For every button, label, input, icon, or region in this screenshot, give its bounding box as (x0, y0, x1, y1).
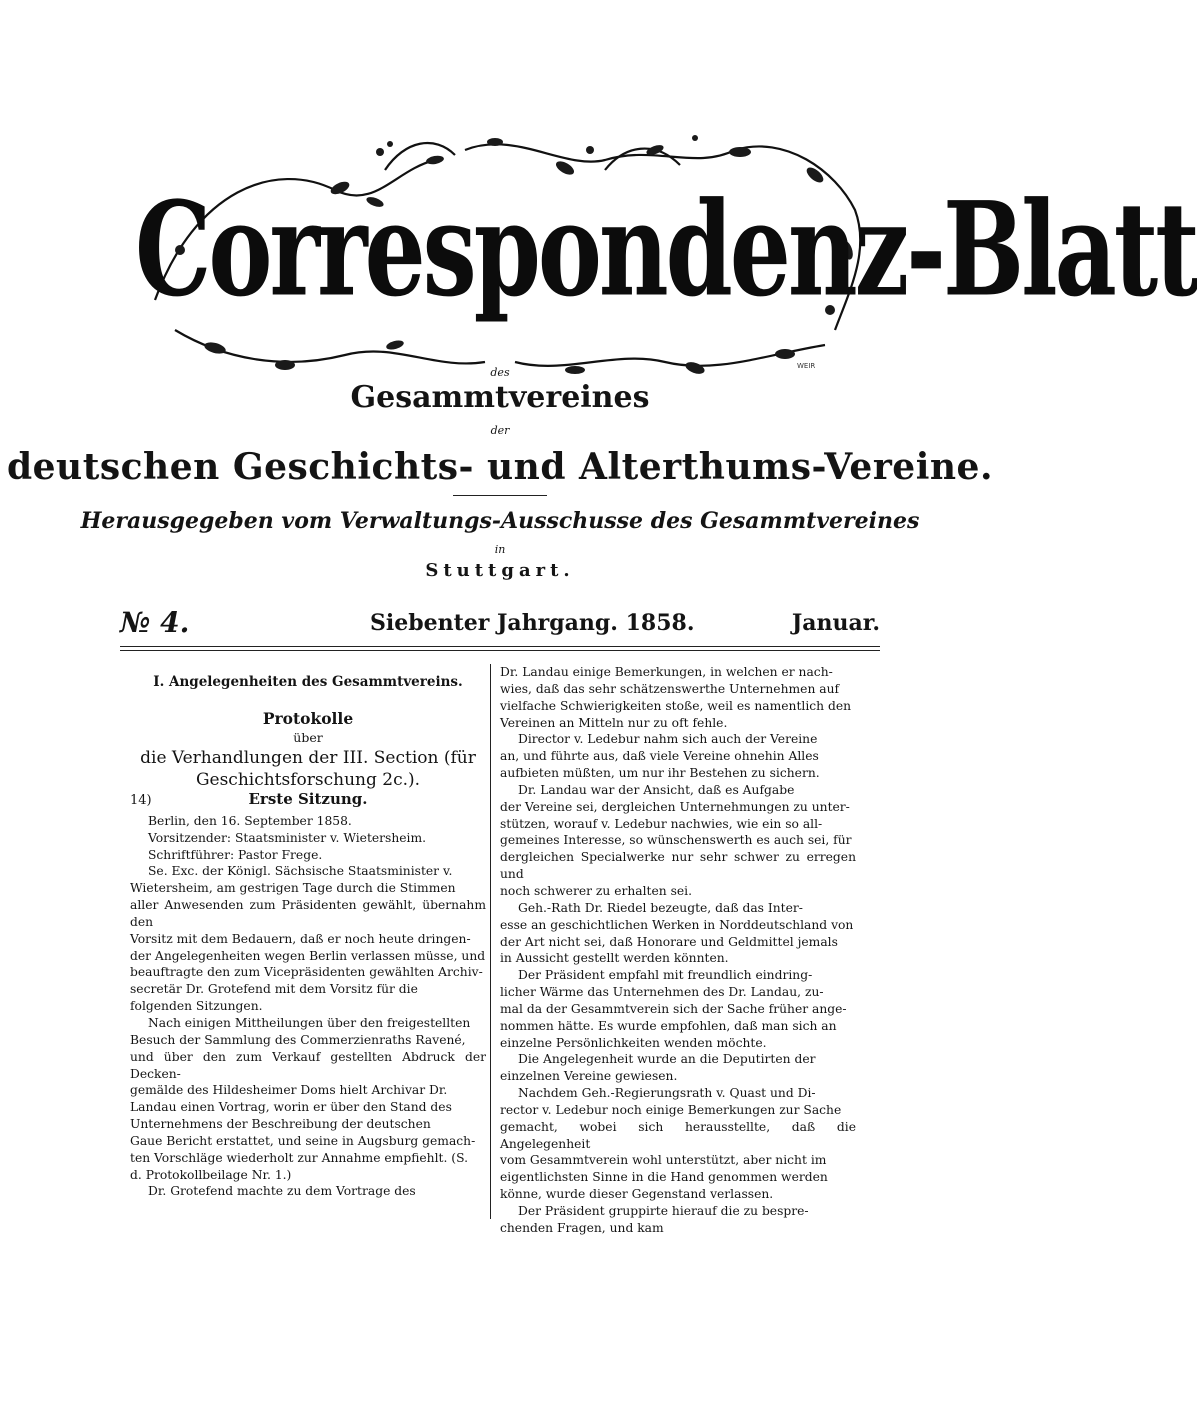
text-line: Die Angelegenheit wurde an die Deputirten der (518, 1052, 816, 1067)
text-line: Nach einigen Mittheilungen über den freigestellten (148, 1015, 471, 1030)
text-line: vom Gesammtverein wohl unterstützt, aber nicht im (500, 1153, 827, 1168)
session-title: Erste Sitzung. (248, 789, 368, 808)
text-line: der Art nicht sei, daß Honorare und Geldmittel jemals (500, 934, 838, 949)
text-line: Vereinen an Mitteln nur zu oft fehle. (500, 715, 728, 730)
text-line: gemeines Interesse, so wünschenswerth es auch sei, für (500, 833, 852, 848)
text-line: vielfache Schwierigkeiten stoße, weil es namentlich den (500, 698, 852, 713)
chair-line: Vorsitzender: Staatsminister v. Wietersheim. (148, 830, 427, 845)
protocol-subject-1: die Verhandlungen der III. Section (für (140, 747, 476, 768)
header-in: in (494, 543, 506, 556)
paragraph (500, 731, 856, 782)
text-line: dergleichen Specialwerke nur sehr schwer zu erregen und (500, 850, 856, 882)
text-line: licher Wärme das Unternehmen des Dr. Landau, zu- (500, 985, 824, 1000)
paragraph (130, 1183, 486, 1200)
masthead-title: Correspondenz-Blatt (135, 173, 1197, 326)
protocol-ueber: über (293, 729, 323, 745)
text-line: aufbieten müßten, um nur ihr Bestehen zu sichern. (500, 766, 820, 781)
text-line: stützen, worauf v. Ledebur nachwies, wie ein so all- (500, 816, 823, 831)
header-line2: deutschen Geschichts- und Alterthums-Vereine. (6, 446, 993, 488)
text-line: Der Präsident gruppirte hierauf die zu bespre- (518, 1204, 809, 1218)
header-city: Stuttgart. (425, 560, 575, 581)
header-des: des (490, 366, 510, 379)
paragraph (500, 1203, 856, 1237)
paragraph (500, 1085, 856, 1203)
text-line: Der Präsident empfahl mit freundlich eindring- (518, 968, 813, 983)
issue-number: № 4. (120, 606, 190, 639)
short-divider (453, 495, 547, 496)
text-line: wies, daß das sehr schätzenswerthe Unternehmen auf (500, 681, 840, 696)
header-der: der (490, 424, 510, 437)
place-date: Berlin, den 16. September 1858. (148, 813, 352, 828)
text-line: folgenden Sitzungen. (130, 999, 263, 1014)
issue-line (120, 606, 880, 642)
text-line: könne, wurde dieser Gegenstand verlassen. (500, 1187, 774, 1202)
paragraph (500, 900, 856, 967)
text-line: Unternehmens der Beschreibung der deutschen (130, 1117, 431, 1132)
text-line: aller Anwesenden zum Präsidenten gewählt, übernahm den (130, 898, 486, 929)
text-line: Geh.-Rath Dr. Riedel bezeugte, daß das Inter- (518, 900, 803, 915)
paragraph (500, 967, 856, 1051)
double-rule (120, 646, 880, 654)
text-line: Landau einen Vortrag, worin er über den Stand des (130, 1100, 452, 1115)
text-line: und über den zum Verkauf gestellten Abdruck der Decken- (130, 1049, 486, 1081)
text-line: d. Protokollbeilage Nr. 1.) (130, 1167, 292, 1182)
text-line: rector v. Ledebur noch einige Bemerkungen zur Sache (500, 1102, 842, 1117)
text-line: nommen hätte. Es wurde empfohlen, daß man sich an (500, 1018, 837, 1033)
text-line: secretär Dr. Grotefend mit dem Vorsitz für die (130, 982, 418, 997)
text-line: Dr. Landau einige Bemerkungen, in welchen er nach- (500, 665, 833, 679)
text-line: gemälde des Hildesheimer Doms hielt Archivar Dr. (130, 1083, 448, 1098)
left-column (130, 664, 486, 1200)
text-line: Nachdem Geh.-Regierungsrath v. Quast und Di- (518, 1086, 816, 1101)
paragraph (500, 1051, 856, 1085)
text-line: noch schwerer zu erhalten sei. (500, 883, 693, 898)
secretary-line: Schriftführer: Pastor Frege. (148, 847, 323, 862)
text-line: einzelne Persönlichkeiten wenden möchte. (500, 1035, 767, 1050)
text-line: Director v. Ledebur nahm sich auch der Vereine (518, 732, 818, 747)
engraver-signature: WEIR (797, 362, 816, 370)
text-line: der Angelegenheiten wegen Berlin verlassen müsse, und (130, 948, 486, 963)
text-line: Gaue Bericht erstattet, und seine in Augsburg gemach- (130, 1133, 476, 1148)
paragraph (500, 664, 856, 731)
paragraph (130, 863, 486, 1015)
right-column (500, 664, 856, 1237)
header-line1: Gesammtvereines (350, 380, 650, 415)
session-number: 14) (130, 792, 152, 808)
text-line: in Aussicht gestellt werden könnten. (500, 951, 729, 966)
text-line: mal da der Gesammtverein sich der Sache früher ange- (500, 1001, 847, 1016)
session-heading (130, 791, 486, 813)
text-line: einzelnen Vereine gewiesen. (500, 1069, 678, 1084)
issue-volume: Siebenter Jahrgang. 1858. (370, 610, 695, 636)
text-line: der Vereine sei, dergleichen Unternehmungen zu unter- (500, 799, 850, 814)
text-line: ten Vorschläge wiederholt zur Annahme empfiehlt. (S. (130, 1150, 468, 1165)
header-line3: Herausgegeben vom Verwaltungs-Ausschusse des Gesammtvereines (80, 508, 920, 534)
text-line: Dr. Grotefend machte zu dem Vortrage des (148, 1184, 416, 1199)
text-line: Vorsitz mit dem Bedauern, daß er noch heute dringen- (130, 931, 471, 946)
text-line: an, und führte aus, daß viele Vereine ohnehin Alles (500, 749, 819, 764)
paragraph (500, 782, 856, 900)
text-line: Dr. Landau war der Ansicht, daß es Aufgabe (518, 782, 795, 797)
column-divider (490, 664, 491, 1219)
text-line: eigentlichsten Sinne in die Hand genommen werden (500, 1170, 828, 1185)
text-line: Wietersheim, am gestrigen Tage durch die Stimmen (130, 881, 456, 896)
masthead (135, 130, 1197, 380)
text-line: gemacht, wobei sich herausstellte, daß die Angelegenheit (500, 1119, 856, 1151)
text-line: Besuch der Sammlung des Commerzienraths Ravené, (130, 1032, 466, 1047)
text-line: chenden Fragen, und kam (500, 1220, 664, 1235)
text-line: esse an geschichtlichen Werken in Norddeutschland von (500, 917, 854, 932)
text-line: beauftragte den zum Vicepräsidenten gewählten Archiv- (130, 965, 483, 980)
protocol-title: Protokolle (262, 708, 354, 728)
text-line: Se. Exc. der Königl. Sächsische Staatsminister v. (148, 864, 453, 879)
protocol-subject-2: Geschichtsforschung 2c.). (195, 769, 421, 790)
paragraph (130, 1015, 486, 1183)
issue-month: Januar. (791, 610, 880, 636)
section-heading: I. Angelegenheiten des Gesammtvereins. (153, 674, 463, 690)
